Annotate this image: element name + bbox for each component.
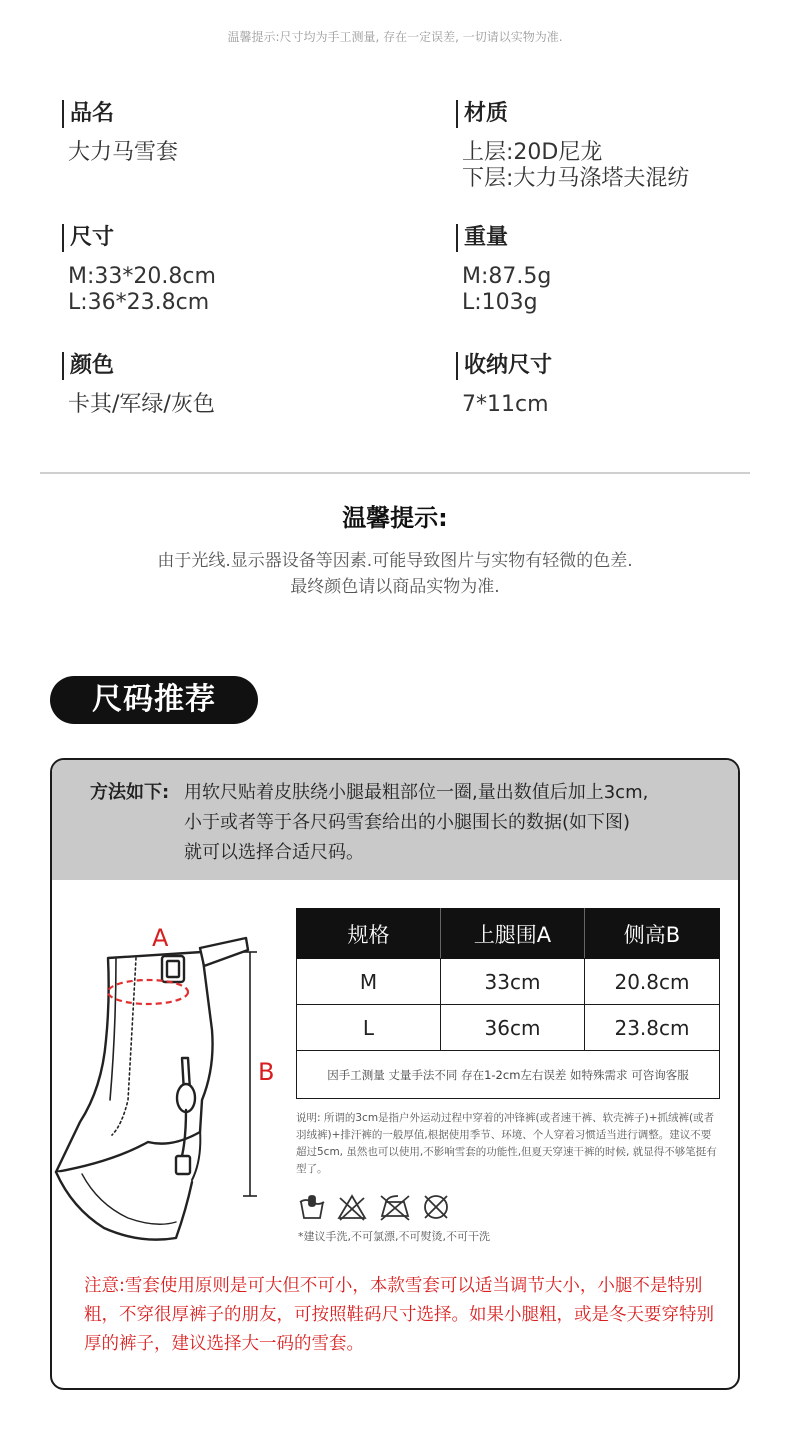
spec-weight-value-m: M:87.5g [462,264,552,289]
explain-text: 说明: 所谓的3cm是指户外运动过程中穿着的冲锋裤(或者速干裤、软壳裤子)+抓绒裤(或者羽绒裤)+排汗裤的一般厚值,根据使用季节、环境、个人穿着习惯适当进行调整。建议不要超过5cm, 虽然也可以使用,不影响雪套的功能性,但夏天穿速干裤的时候, 就显得不够笔挺有型了。 [296,1112,717,1175]
spec-size [62,224,392,316]
spec-color [62,352,392,418]
table-note-row [297,1051,720,1099]
care-icons [298,1192,468,1222]
table-row [297,959,720,1005]
method-line-2: 小于或者等于各尺码雪套给出的小腿围长的数据(如下图) [184,812,631,833]
spec-name-label: 品名 [62,100,392,128]
cell-thigh: 33cm [441,959,585,1005]
size-table-header [297,909,720,959]
spec-name [62,100,392,166]
no-bleach-icon [339,1196,365,1220]
spec-weight [456,224,786,316]
spec-material-label: 材质 [456,100,786,128]
cell-thigh: 36cm [441,1005,585,1051]
spec-weight-label: 重量 [456,224,786,252]
method-line-1: 用软尺贴着皮肤绕小腿最粗部位一圈,量出数值后加上3cm, [184,782,649,803]
spec-storage-label: 收纳尺寸 [456,352,786,380]
section-divider [40,472,750,474]
table-note: 因手工测量 丈量手法不同 存在1-2cm左右误差 如特殊需求 可咨询客服 [297,1051,720,1099]
spec-color-value: 卡其/军绿/灰色 [68,392,215,417]
method-header [52,760,740,880]
gaiter-diagram [52,910,292,1250]
no-dry-clean-icon [425,1196,447,1218]
spec-name-value: 大力马雪套 [68,140,179,165]
size-guide-panel [50,758,740,1390]
diagram-label-b: B [258,1058,275,1086]
cell-size: M [297,959,441,1005]
spec-size-value-m: M:33*20.8cm [68,264,216,289]
spec-size-value-l: L:36*23.8cm [68,290,210,315]
header-height: 侧高B [585,909,720,959]
cell-size: L [297,1005,441,1051]
care-note: *建议手洗,不可氯漂,不可熨烫,不可干洗 [298,1230,490,1243]
spec-storage [456,352,786,418]
table-row [297,1005,720,1051]
header-size: 规格 [297,909,441,959]
size-table [296,908,720,1099]
spec-material-value-1: 上层:20D尼龙 [462,140,603,165]
diagram-label-a: A [152,924,169,952]
size-recommend-title: 尺码推荐 [50,676,258,724]
warning-text: 注意:雪套使用原则是可大但不可小，本款雪套可以适当调节大小，小腿不是特别粗，不穿很厚裤子的朋友，可按照鞋码尺寸选择。如果小腿粗，或是冬天要穿特别厚的裤子，建议选择大一码的雪套。 [84,1276,714,1354]
header-thigh: 上腿围A [441,909,585,959]
top-note: 温馨提示:尺寸均为手工测量, 存在一定误差, 一切请以实物为准. [227,30,563,44]
spec-material-value-2: 下层:大力马涤塔夫混纺 [462,166,690,191]
spec-size-label: 尺寸 [62,224,392,252]
spec-weight-value-l: L:103g [462,290,538,315]
spec-color-label: 颜色 [62,352,392,380]
method-label: 方法如下: [90,782,170,803]
method-line-3: 就可以选择合适尺码。 [184,842,364,863]
spec-material [456,100,786,192]
tips-line-2: 最终颜色请以商品实物为准. [290,577,500,597]
spec-storage-value: 7*11cm [462,392,549,417]
no-iron-icon [381,1196,409,1220]
cell-height: 20.8cm [585,959,720,1005]
cell-height: 23.8cm [585,1005,720,1051]
tips-title: 温馨提示: [342,504,448,532]
tips-line-1: 由于光线.显示器设备等因素.可能导致图片与实物有轻微的色差. [157,551,633,571]
hand-wash-icon [300,1196,324,1218]
